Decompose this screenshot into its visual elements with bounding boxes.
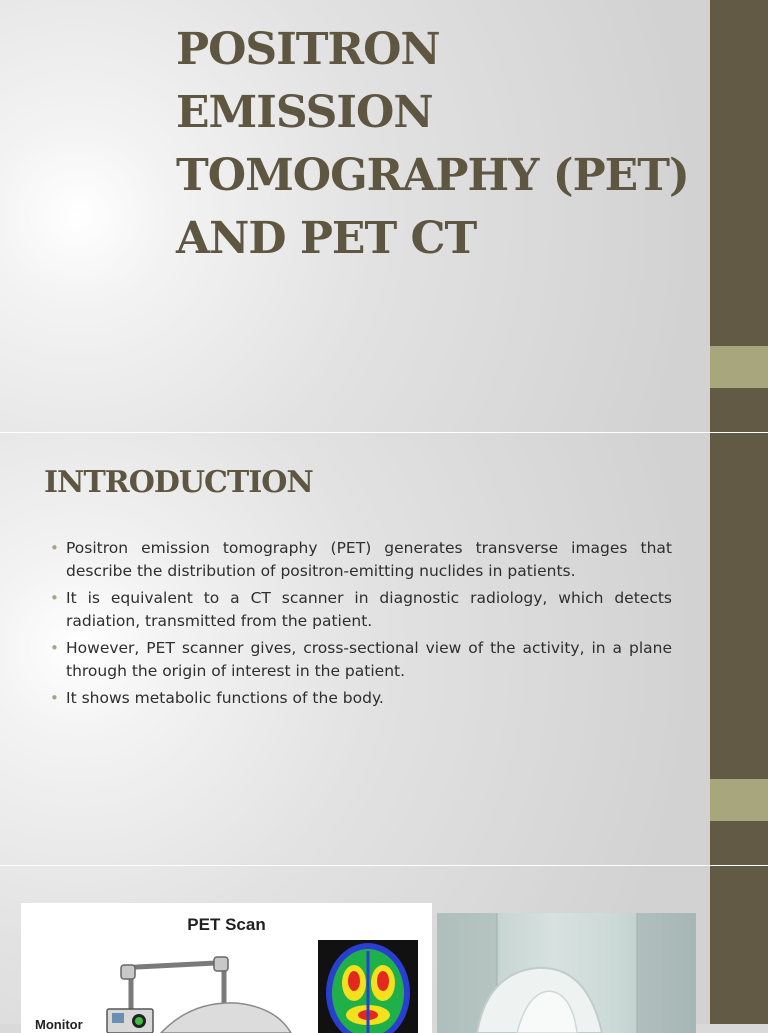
list-item (50, 687, 672, 710)
slide-title (0, 0, 768, 432)
bullet-text: Positron emission tomography (PET) generates transverse images that describe the distribution of positron-emitting nuclides in patients. (66, 539, 672, 580)
bullet-icon: • (50, 639, 59, 657)
list-item (50, 537, 672, 583)
list-item (50, 587, 672, 633)
bullet-list (50, 537, 672, 714)
diagram-title: PET Scan (187, 915, 266, 934)
sidebar-accent (710, 346, 768, 388)
slide-title-text: POSITRON EMISSION TOMOGRAPHY (PET) AND PET CT (176, 24, 689, 264)
bullet-text: It is equivalent to a CT scanner in diagnostic radiology, which detects radiation, transmitted from the patient. (66, 589, 672, 630)
slide-images (0, 866, 768, 1032)
bullet-icon: • (50, 589, 59, 607)
scanner-room-illustration (437, 913, 696, 1033)
pet-ct-machine-photo (437, 913, 696, 1033)
pet-scan-diagram (21, 903, 432, 1033)
pet-scanner-illustration (21, 903, 432, 1033)
bullet-icon: • (50, 539, 59, 557)
sidebar-accent (710, 779, 768, 821)
section-heading: INTRODUCTION (44, 465, 313, 500)
slide-introduction (0, 433, 768, 865)
list-item (50, 637, 672, 683)
monitor-label: Monitor (35, 1017, 83, 1032)
bullet-text: It shows metabolic functions of the body. (66, 689, 384, 707)
bullet-text: However, PET scanner gives, cross-sectional view of the activity, in a plane through the origin of interest in the patient. (66, 639, 672, 680)
bullet-icon: • (50, 689, 59, 707)
sidebar-bar (710, 866, 768, 1024)
